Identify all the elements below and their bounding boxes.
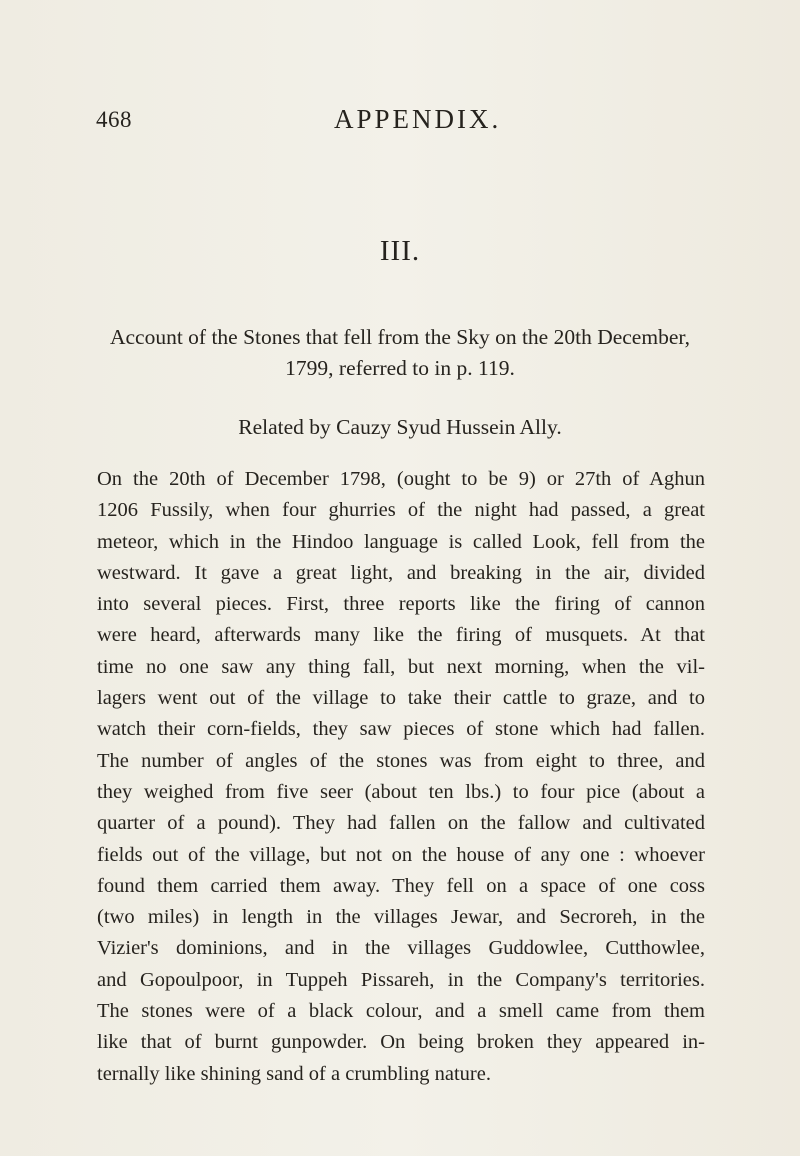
body-line: found them carried them away. They fell on a space of one coss <box>97 874 705 897</box>
running-head: APPENDIX. <box>334 104 502 134</box>
body-line: and Gopoulpoor, in Tuppeh Pissareh, in the Company's territories. <box>97 968 705 991</box>
body-line: 1206 Fussily, when four ghurries of the night had passed, a great <box>97 499 705 522</box>
section-title-line-1: Account of the Stones that fell from the Sky on the 20th December, <box>109 325 691 349</box>
body-line: On the 20th of December 1798, (ought to be 9) or 27th of Aghun <box>97 468 705 490</box>
body-line: watch their corn-fields, they saw pieces of stone which had fallen. <box>97 718 705 741</box>
body-line: into several pieces. First, three reports like the firing of cannon <box>97 593 705 616</box>
body-paragraph <box>97 464 705 1090</box>
body-line: meteor, which in the Hindoo language is called Look, fell from the <box>97 530 705 553</box>
body-line: ternally like shining sand of a crumbling nature. <box>97 1062 491 1085</box>
body-line: lagers went out of the village to take their cattle to graze, and to <box>97 687 705 710</box>
page-number: 468 <box>96 107 132 132</box>
body-line: they weighed from five seer (about ten lbs.) to four pice (about a <box>97 780 705 803</box>
body-line: The number of angles of the stones was from eight to three, and <box>97 749 705 772</box>
section-number: III. <box>379 235 421 267</box>
body-line: like that of burnt gunpowder. On being broken they appeared in- <box>97 1031 705 1054</box>
body-line: time no one saw any thing fall, but next morning, when the vil- <box>97 655 705 678</box>
byline: Related by Cauzy Syud Hussein Ally. <box>238 415 562 439</box>
body-line: The stones were of a black colour, and a smell came from them <box>97 1000 705 1023</box>
body-line: fields out of the village, but not on the house of any one : whoever <box>97 843 705 866</box>
body-line: quarter of a pound). They had fallen on the fallow and cultivated <box>97 812 705 835</box>
body-line: westward. It gave a great light, and breaking in the air, divided <box>97 561 705 584</box>
section-title-line-2: 1799, referred to in p. 119. <box>285 356 515 380</box>
body-line: Vizier's dominions, and in the villages Guddowlee, Cutthowlee, <box>97 937 705 960</box>
body-line: were heard, afterwards many like the firing of musquets. At that <box>97 624 705 647</box>
body-line: (two miles) in length in the villages Jewar, and Secroreh, in the <box>97 906 705 929</box>
